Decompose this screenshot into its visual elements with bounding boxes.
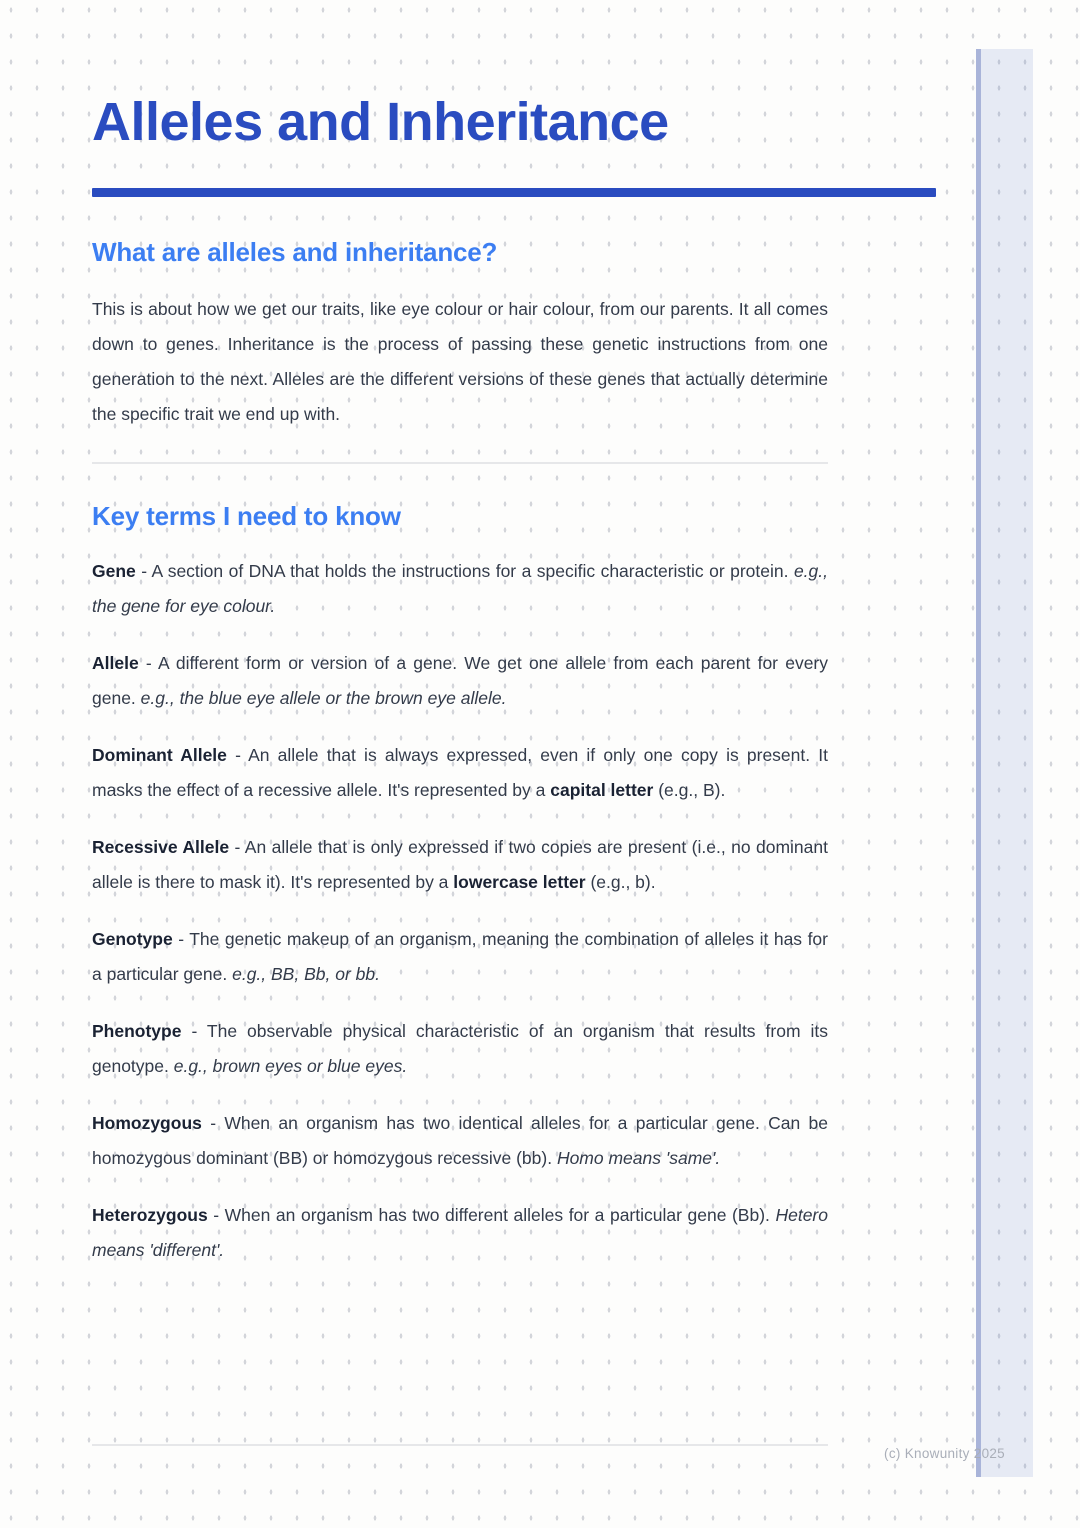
text-segment-bold: Recessive Allele — [92, 837, 230, 857]
term-definition-phenotype — [92, 1014, 828, 1084]
term-definition-gene — [92, 554, 828, 624]
term-definition-heterozygous — [92, 1198, 828, 1268]
term-definition-list — [92, 554, 828, 1268]
text-segment-normal: - The genetic makeup of an organism, meaning the combination of alleles it has for a particular gene. — [92, 929, 828, 984]
text-segment-normal: - A different form or version of a gene. We get one allele from each parent for every gene. — [92, 653, 828, 708]
text-segment-normal: - When an organism has two identical alleles for a particular gene. Can be homozygous dominant (BB) or homozygous recessive (bb). — [92, 1113, 828, 1168]
text-segment-italic: e.g., brown eyes or blue eyes. — [173, 1056, 408, 1076]
section-intro — [92, 237, 828, 432]
term-definition-homozygous — [92, 1106, 828, 1176]
intro-paragraph: This is about how we get our traits, like eye colour or hair colour, from our parents. It all comes down to genes. Inheritance is the process of passing these genetic instructions from one generation to the next. Alleles are the different versions of these genes that actually determine the specific trait we end up with. — [92, 299, 828, 424]
text-segment-normal: - When an organism has two different alleles for a particular gene (Bb). — [207, 1205, 776, 1225]
term-definition-recessive-allele — [92, 830, 828, 900]
text-segment-bold: Gene — [92, 561, 136, 581]
text-segment-bold: Phenotype — [92, 1021, 182, 1041]
text-segment-bold: Genotype — [92, 929, 173, 949]
text-segment-normal: - The observable physical characteristic of an organism that results from its genotype. — [92, 1021, 828, 1076]
text-segment-normal: - An allele that is always expressed, even if only one copy is present. It masks the effect of a recessive allele. It's represented by a — [92, 745, 829, 800]
text-segment-italic: e.g., BB, Bb, or bb. — [232, 964, 380, 984]
text-segment-bold: capital letter — [550, 780, 654, 800]
document-content — [92, 0, 828, 1268]
section-key-terms — [92, 501, 828, 1268]
term-definition-dominant-allele — [92, 738, 828, 808]
copyright-watermark: (c) Knowunity 2025 — [884, 1446, 1005, 1461]
key-terms-section-heading: Key terms I need to know — [92, 501, 401, 531]
text-segment-bold: lowercase letter — [453, 872, 586, 892]
title-underline-bar — [92, 188, 936, 197]
intro-section-heading: What are alleles and inheritance? — [92, 237, 498, 267]
text-segment-italic: e.g., the blue eye allele or the brown eye allele. — [140, 688, 507, 708]
text-segment-bold: Dominant Allele — [92, 745, 227, 765]
text-segment-normal: - An allele that is only expressed if two copies are present (i.e., no dominant allele is there to mask it). It's represented by a — [92, 837, 828, 892]
footer-divider — [92, 1444, 828, 1446]
text-segment-italic: Homo means 'same'. — [556, 1148, 721, 1168]
text-segment-normal: (e.g., b). — [585, 872, 656, 892]
text-segment-normal: (e.g., B). — [653, 780, 726, 800]
text-segment-bold: Allele — [92, 653, 139, 673]
term-definition-allele — [92, 646, 828, 716]
term-definition-genotype — [92, 922, 828, 992]
text-segment-italic: Hetero means 'different'. — [92, 1205, 828, 1260]
text-segment-italic: e.g., the gene for eye colour. — [92, 561, 828, 616]
text-segment-normal: - A section of DNA that holds the instructions for a specific characteristic or protein. — [135, 561, 794, 581]
page-title: Alleles and Inheritance — [92, 92, 669, 152]
text-segment-bold: Homozygous — [92, 1113, 202, 1133]
section-divider — [92, 462, 828, 464]
text-segment-bold: Heterozygous — [92, 1205, 208, 1225]
page-edge-band — [976, 49, 1033, 1477]
